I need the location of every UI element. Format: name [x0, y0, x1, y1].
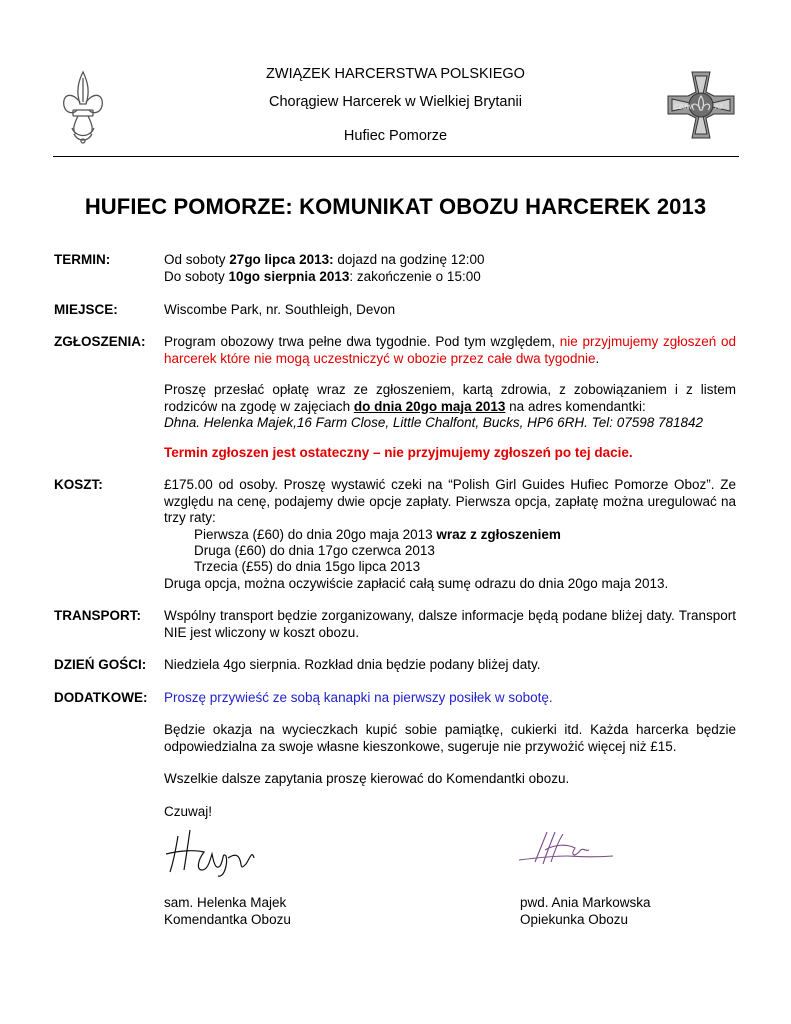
right-signatory-name: pwd. Ania Markowska [520, 895, 651, 910]
zgloszenia-paragraph-2: Proszę przesłać opłatę wraz ze zgłoszeniem, kartą zdrowia, z zobowiązaniem i z listem rodziców na zgodę w zajęciach do dnia 20go maja 2013 na adres komendantki: [164, 382, 736, 414]
org-name: ZWIĄZEK HARCERSTWA POLSKIEGO [266, 66, 525, 82]
left-signatory-name: sam. Helenka Majek [164, 895, 287, 910]
installment-1: Pierwsza (£60) do dnia 20go maja 2013 wraz z zgłoszeniem [194, 527, 561, 542]
dodatkowe-paragraph-1: Proszę przywieść ze sobą kanapki na pierwszy posiłek w sobotę. [164, 690, 553, 705]
koszt-label: KOSZT: [54, 477, 103, 492]
closing: Czuwaj! [164, 804, 213, 819]
zgloszenia-paragraph-1: Program obozowy trwa pełne dwa tygodnie. Pod tym względem, nie przyjmujemy zgłoszeń od harcerek które nie mogą uczestniczyć w obozie przez całe dwa tygodnie. [164, 334, 736, 366]
dzien-gosci-text: Niedziela 4go sierpnia. Rozkład dnia będzie podany bliżej daty. [164, 657, 541, 672]
unit-name: Hufiec Pomorze [343, 128, 448, 144]
termin-label: TERMIN: [54, 252, 111, 267]
dodatkowe-label: DODATKOWE: [54, 690, 148, 705]
koszt-paragraph-1: £175.00 od osoby. Proszę wystawić czeki na “Polish Girl Guides Hufiec Pomorze Oboz”. Ze względu na cenę, podajemy dwie opcje zapłaty. Pierwsza opcja, zapłatę można uregulować na trzy raty: [164, 477, 736, 525]
zgloszenia-label: ZGŁOSZENIA: [54, 334, 146, 349]
signature-left-icon [162, 820, 262, 880]
transport-text: Wspólny transport będzie zorganizowany, dalsze informacje będą podane bliżej daty. Transport NIE jest wliczony w koszt obozu. [164, 608, 736, 640]
termin-text: Od soboty 27go lipca 2013: dojazd na godzinę 12:00 Do soboty 10go sierpnia 2013: zakończenie o 15:00 [164, 252, 485, 284]
miejsce-text: Wiscombe Park, nr. Southleigh, Devon [164, 302, 396, 317]
komendantka-address: Dhna. Helenka Majek,16 Farm Close, Little Chalfont, Bucks, HP6 6RH. Tel: 07598 781842 [164, 415, 704, 430]
miejsce-label: MIEJSCE: [54, 302, 118, 317]
header-divider [53, 156, 739, 157]
left-signatory-role: Komendantka Obozu [164, 912, 291, 927]
dodatkowe-paragraph-3: Wszelkie dalsze zapytania proszę kierować do Komendantki obozu. [164, 771, 570, 786]
signature-right-icon [515, 826, 615, 870]
installment-3: Trzecia (£55) do dnia 15go lipca 2013 [194, 559, 421, 574]
badge-lettering-right: AJ [715, 105, 723, 111]
dzien-gosci-label: DZIEŃ GOŚCI: [54, 657, 147, 672]
badge-lettering-left: CZUW [674, 105, 692, 111]
installment-2: Druga (£60) do dnia 17go czerwca 2013 [194, 543, 435, 558]
right-signatory-role: Opiekunka Obozu [520, 912, 629, 927]
page-title: HUFIEC POMORZE: KOMUNIKAT OBOZU HARCEREK 2013 [84, 194, 707, 219]
banner-name: Chorągiew Harcerek w Wielkiej Brytanii [268, 94, 523, 110]
transport-label: TRANSPORT: [54, 608, 141, 623]
deadline-notice: Termin zgłoszen jest ostateczny – nie przyjmujemy zgłoszeń po tej dacie. [164, 445, 633, 460]
dodatkowe-paragraph-2: Będzie okazja na wycieczkach kupić sobie pamiątkę, cukierki itd. Każda harcerka będzie odpowiedzialna za swoje własne kieszonkowe, sugeruje nie przywożić więcej niż £15. [164, 722, 736, 754]
koszt-paragraph-2: Druga opcja, można oczywiście zapłacić całą sumę odrazu do dnia 20go maja 2013. [164, 576, 669, 591]
